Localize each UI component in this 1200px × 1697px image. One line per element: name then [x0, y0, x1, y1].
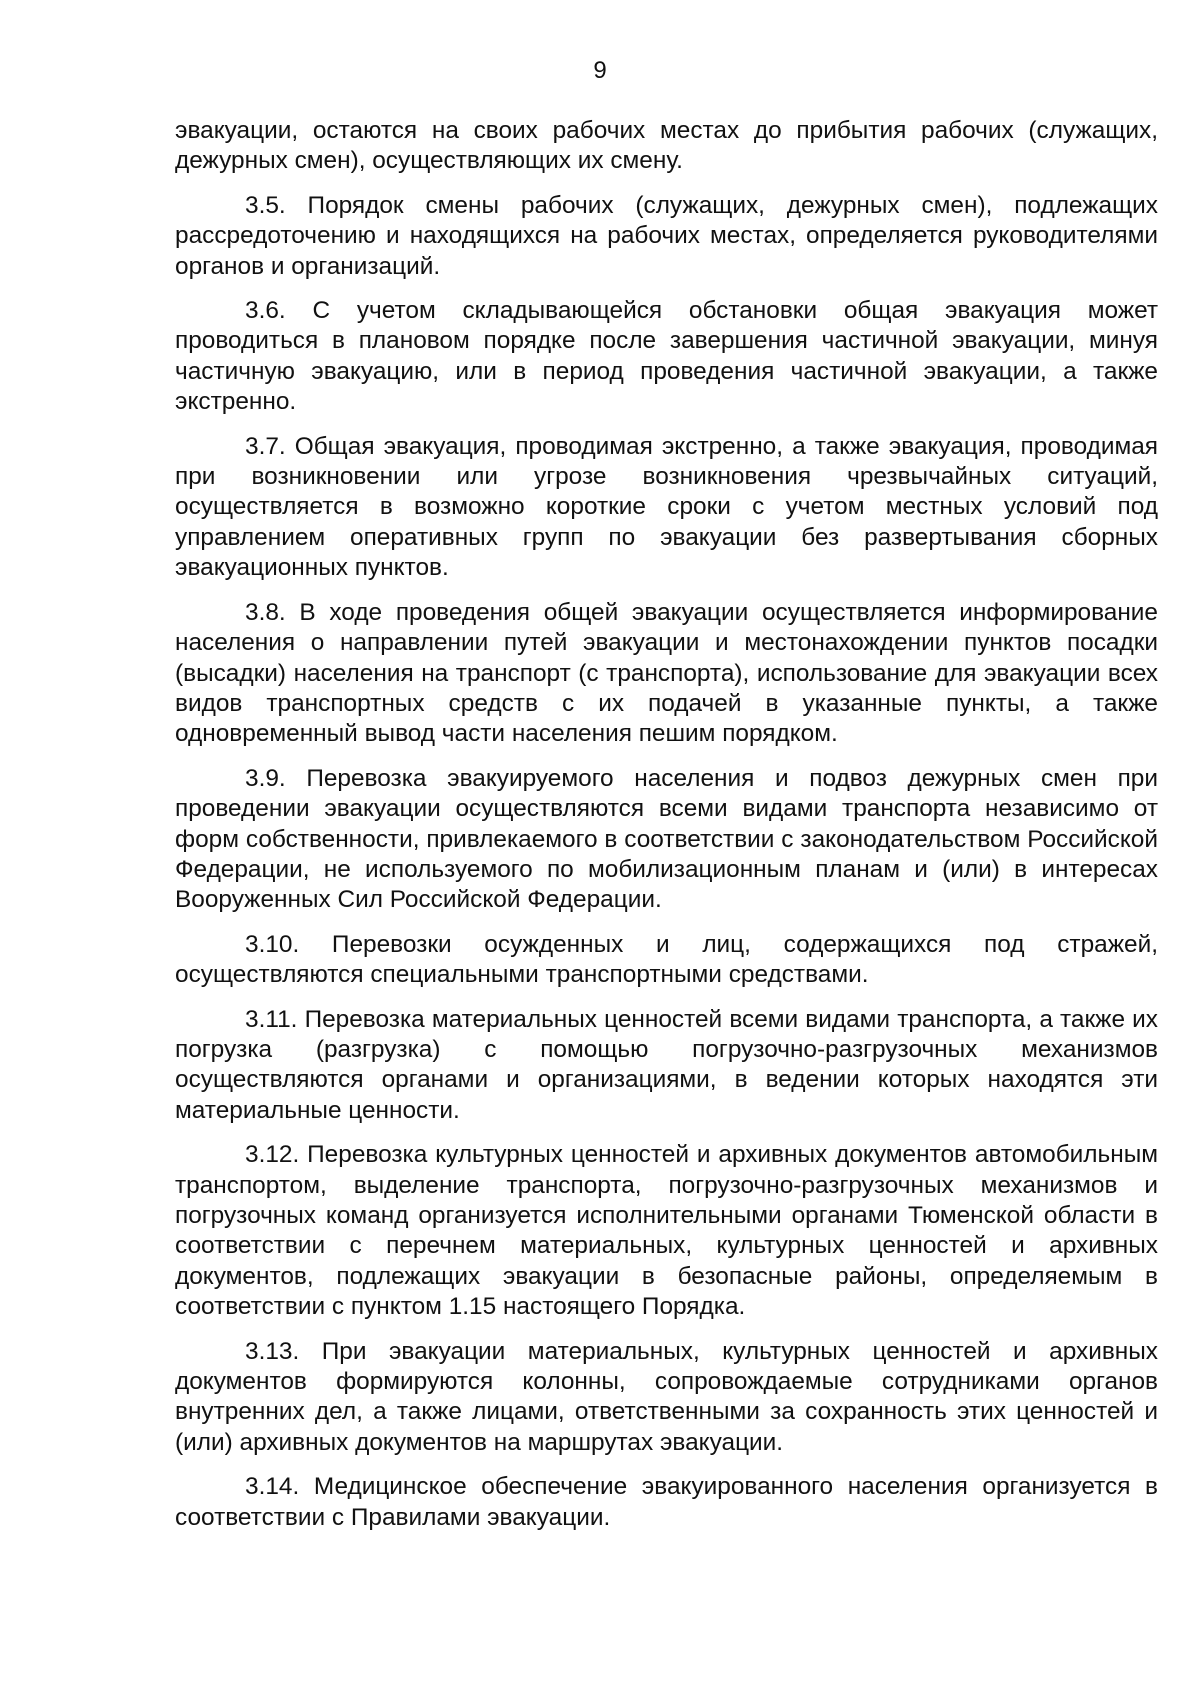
paragraph-3-12: 3.12. Перевозка культурных ценностей и архивных документов автомобильным транспортом, выделение транспорта, погрузочно-разгрузочных механизмов и погрузочных команд организуется исполнительными органами Тюменской области в соответствии с перечнем материальных, культурных ценностей и архивных документов, подлежащих эвакуации в безопасные районы, определяемым в соответствии с пунктом 1.15 настоящего Порядка. — [175, 1141, 1158, 1321]
paragraph-3-14: 3.14. Медицинское обеспечение эвакуированного населения организуется в соответствии с Правилами эвакуации. — [175, 1473, 1158, 1531]
paragraph-3-9: 3.9. Перевозка эвакуируемого населения и подвоз дежурных смен при проведении эвакуации осуществляются всеми видами транспорта независимо от форм собственности, привлекаемого в соответствии с законодательством Российской Федерации, не используемого по мобилизационным планам и (или) в интересах Вооруженных Сил Российской Федерации. — [175, 764, 1158, 914]
paragraph-3-11: 3.11. Перевозка материальных ценностей всеми видами транспорта, а также их погрузка (разгрузка) с помощью погрузочно-разгрузочных механизмов осуществляются органами и организациями, в ведении которых находятся эти материальные ценности. — [175, 1005, 1158, 1124]
page-number: 9 — [593, 57, 607, 84]
paragraph-continuation: эвакуации, остаются на своих рабочих местах до прибытия рабочих (служащих, дежурных смен), осуществляющих их смену. — [175, 117, 1158, 175]
paragraph-3-5: 3.5. Порядок смены рабочих (служащих, дежурных смен), подлежащих рассредоточению и находящихся на рабочих местах, определяется руководителями органов и организаций. — [175, 191, 1158, 280]
paragraph-3-8: 3.8. В ходе проведения общей эвакуации осуществляется информирование населения о направлении путей эвакуации и местонахождении пунктов посадки (высадки) населения на транспорт (с транспорта), использование для эвакуации всех видов транспортных средств с их подачей в указанные пункты, а также одновременный вывод части населения пешим порядком. — [175, 598, 1158, 748]
paragraph-3-6: 3.6. С учетом складывающейся обстановки общая эвакуация может проводиться в плановом порядке после завершения частичной эвакуации, минуя частичную эвакуацию, или в период проведения частичной эвакуации, а также экстренно. — [175, 297, 1158, 416]
document-body — [175, 116, 1158, 1547]
paragraph-3-7: 3.7. Общая эвакуация, проводимая экстренно, а также эвакуация, проводимая при возникновении или угрозе возникновения чрезвычайных ситуаций, осуществляется в возможно короткие сроки с учетом местных условий под управлением оперативных групп по эвакуации без развертывания сборных эвакуационных пунктов. — [175, 432, 1158, 582]
paragraph-3-10: 3.10. Перевозки осужденных и лиц, содержащихся под стражей, осуществляются специальными транспортными средствами. — [175, 930, 1158, 989]
paragraph-3-13: 3.13. При эвакуации материальных, культурных ценностей и архивных документов формируются колонны, сопровождаемые сотрудниками органов внутренних дел, а также лицами, ответственными за сохранность этих ценностей и (или) архивных документов на маршрутах эвакуации. — [175, 1337, 1158, 1456]
